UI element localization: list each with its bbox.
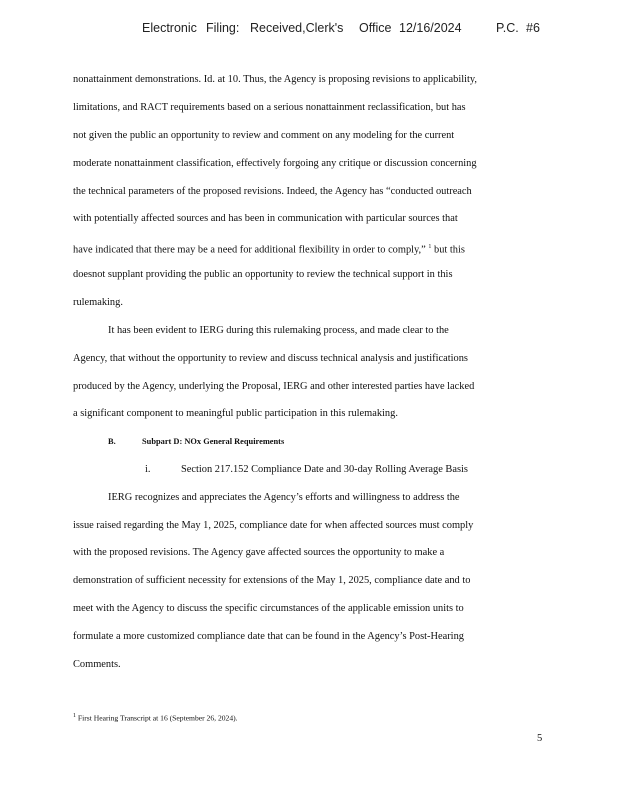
- paragraph-line: It has been evident to IERG during this rulemaking process, and made clear to the: [108, 325, 449, 336]
- subsection-i-numeral: i.: [145, 464, 151, 475]
- header-filing: Filing:: [206, 21, 240, 35]
- paragraph-line: formulate a more customized compliance date that can be found in the Agency’s Post-Hearing: [73, 631, 464, 642]
- footnote: [73, 713, 238, 723]
- paragraph-line: with potentially affected sources and has been in communication with particular sources that: [73, 213, 458, 224]
- header-received: Received,Clerk's: [250, 21, 344, 35]
- paragraph-line: Agency, that without the opportunity to review and discuss technical analysis and justifications: [73, 353, 468, 364]
- filing-header: [0, 21, 618, 37]
- header-office: Office: [359, 21, 392, 35]
- header-pc: P.C.: [496, 21, 519, 35]
- paragraph-line: demonstration of sufficient necessity for extensions of the May 1, 2025, compliance date and to: [73, 575, 471, 586]
- paragraph-line: limitations, and RACT requirements based on a serious nonattainment reclassification, but has: [73, 102, 466, 113]
- paragraph-line: produced by the Agency, underlying the Proposal, IERG and other interested parties have lacked: [73, 381, 475, 392]
- header-electronic: Electronic: [142, 21, 197, 35]
- footnote-marker: 1: [73, 713, 76, 719]
- paragraph-line: Comments.: [73, 659, 121, 670]
- paragraph-line: rulemaking.: [73, 297, 123, 308]
- footnote-reference[interactable]: 1: [428, 244, 432, 250]
- paragraph-line: not given the public an opportunity to review and comment on any modeling for the current: [73, 130, 455, 141]
- header-date: 12/16/2024: [399, 21, 462, 35]
- paragraph-line: nonattainment demonstrations. Id. at 10. Thus, the Agency is proposing revisions to applicability,: [73, 74, 478, 85]
- paragraph-line: IERG recognizes and appreciates the Agency’s efforts and willingness to address the: [108, 492, 460, 503]
- paragraph-line: meet with the Agency to discuss the specific circumstances of the applicable emission units to: [73, 603, 464, 614]
- paragraph-line: issue raised regarding the May 1, 2025, compliance date for when affected sources must comply: [73, 520, 474, 531]
- paragraph-line: moderate nonattainment classification, effectively forgoing any critique or discussion concerning: [73, 158, 477, 169]
- page-number: 5: [537, 733, 543, 744]
- footnote-text: First Hearing Transcript at 16 (September 26, 2024).: [77, 713, 238, 723]
- header-number: #6: [526, 21, 540, 35]
- paragraph-line: a significant component to meaningful public participation in this rulemaking.: [73, 408, 398, 419]
- subsection-i-title: Section 217.152 Compliance Date and 30-day Rolling Average Basis: [181, 464, 468, 475]
- paragraph-line: have indicated that there may be a need for additional flexibility in order to comply,” $^1$ but this: [73, 244, 465, 256]
- section-b-letter: B.: [108, 437, 116, 446]
- paragraph-line: the technical parameters of the proposed revisions. Indeed, the Agency has “conducted outreach: [73, 186, 472, 197]
- section-b-title: Subpart D: NOx General Requirements: [142, 437, 285, 446]
- paragraph-line: with the proposed revisions. The Agency gave affected sources the opportunity to make a: [73, 547, 445, 558]
- paragraph-line: doesnot supplant providing the public an opportunity to review the technical support in this: [73, 269, 453, 280]
